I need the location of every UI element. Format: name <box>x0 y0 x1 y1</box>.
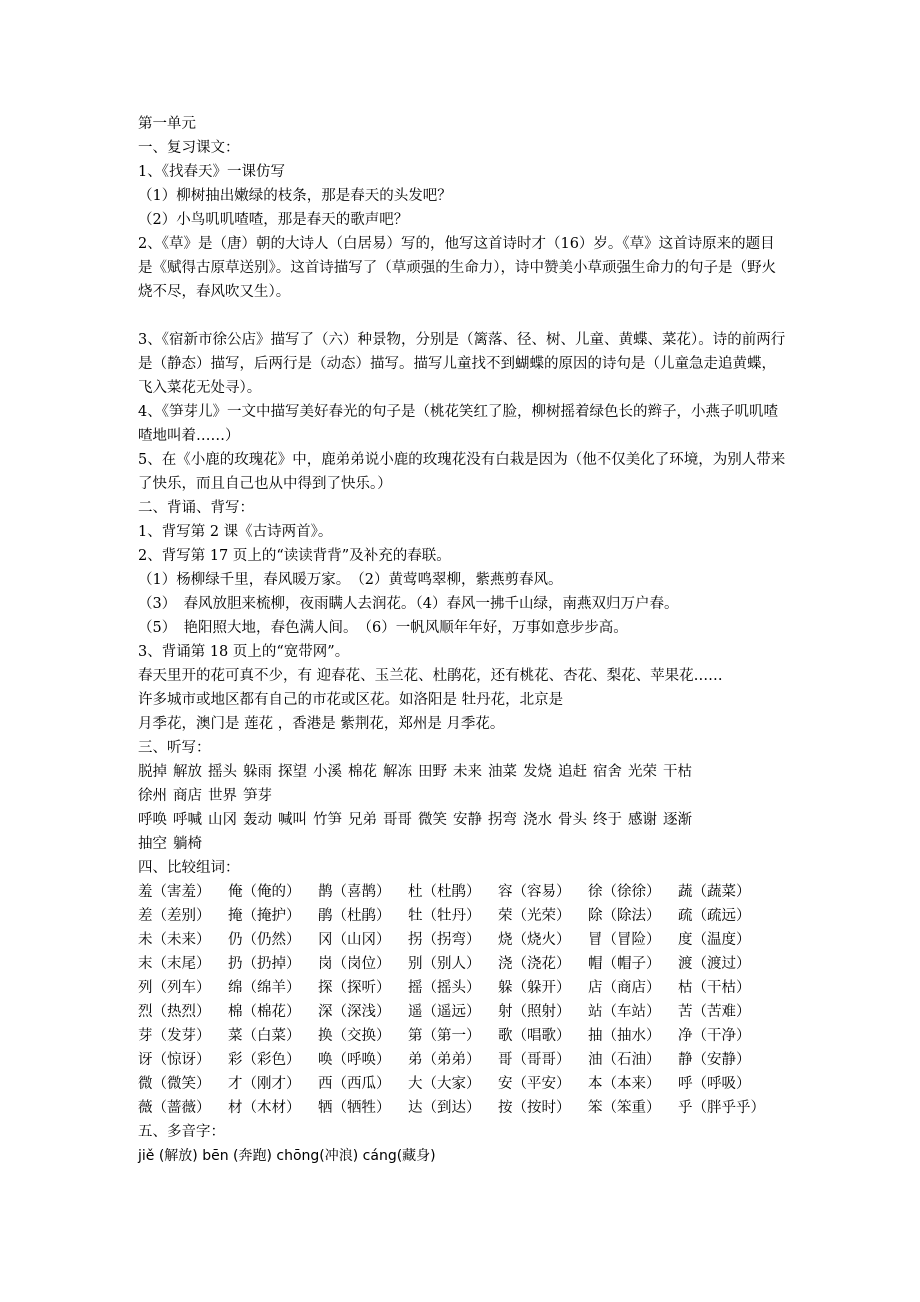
dictation-word: 田野 <box>418 764 447 780</box>
s2-line-1: 1、背写第 2 课《古诗两首》。 <box>138 524 333 540</box>
dictation-word: 探望 <box>278 764 307 780</box>
dictation-word: 安静 <box>453 812 482 828</box>
compare-cell: 站（车站） <box>588 1004 661 1020</box>
compare-cell: 躲（躲开） <box>498 980 571 996</box>
dictation-word: 轰动 <box>243 812 272 828</box>
s2-line-5: （5） 艳阳照大地，春色满人间。 （6）一帆风顺年年好，万事如意步步高。 <box>138 620 628 636</box>
section-1-heading: 一、复习课文： <box>138 140 240 156</box>
compare-cell: 安（平安） <box>498 1076 571 1092</box>
compare-cell: 达（到达） <box>408 1100 481 1116</box>
s1-paragraph-2: 2、《草》是（唐）朝的大诗人（白居易）写的，他写这首诗时才（16）岁。《草》这首诗原来的题目是《赋得古原草送别》。这首诗描写了（草顽强的生命力），诗中赞美小草顽强生命力的句子是（野火烧不尽，春风吹又生）。 <box>138 236 776 300</box>
compare-words-grid <box>138 880 788 1120</box>
s2-line-7: 春天里开的花可真不少，有 迎春花、玉兰花、杜鹃花，还有桃花、杏花、梨花、苹果花…… <box>138 668 723 684</box>
compare-cell: 乎（胖乎乎） <box>678 1100 765 1116</box>
dictation-word: 抽空 <box>138 836 167 852</box>
compare-cell: 掩（掩护） <box>228 908 301 924</box>
dictation-word: 呼喊 <box>173 812 202 828</box>
compare-cell: 列（列车） <box>138 980 211 996</box>
compare-cell: 冒（冒险） <box>588 932 661 948</box>
document-page <box>138 112 788 1168</box>
compare-cell: 枯（干枯） <box>678 980 751 996</box>
compare-cell: 末（末尾） <box>138 956 211 972</box>
dictation-row-1 <box>138 760 788 784</box>
compare-row <box>138 976 788 1000</box>
blank-line <box>138 304 788 328</box>
compare-cell: 徐（徐徐） <box>588 884 661 900</box>
compare-cell: 才（刚才） <box>228 1076 301 1092</box>
dictation-word: 浇水 <box>523 812 552 828</box>
dictation-word: 追赶 <box>558 764 587 780</box>
s1-paragraph-4: 4、《笋芽儿》一文中描写美好春光的句子是（桃花笑红了脸，柳树摇着绿色长的辫子，小燕子叽叽喳喳地叫着……） <box>138 404 778 444</box>
compare-cell: 油（石油） <box>588 1052 661 1068</box>
section-4-heading: 四、比较组词： <box>138 860 240 876</box>
compare-cell: 呼（呼吸） <box>678 1076 751 1092</box>
compare-cell: 岗（岗位） <box>318 956 391 972</box>
compare-row <box>138 1024 788 1048</box>
dictation-word: 终于 <box>593 812 622 828</box>
compare-cell: 大（大家） <box>408 1076 481 1092</box>
compare-cell: 歌（唱歌） <box>498 1028 571 1044</box>
s1-line-3: （2）小鸟叽叽喳喳，那是春天的歌声吧？ <box>138 212 409 228</box>
dictation-word: 未来 <box>453 764 482 780</box>
dictation-row-4 <box>138 832 788 856</box>
compare-cell: 别（别人） <box>408 956 481 972</box>
dictation-word: 世界 <box>208 788 237 804</box>
compare-cell: 烈（热烈） <box>138 1004 211 1020</box>
s1-paragraph-5: 5、在《小鹿的玫瑰花》中，鹿弟弟说小鹿的玫瑰花没有白栽是因为（他不仅美化了环境，为别人带来了快乐，而且自己也从中得到了快乐。） <box>138 452 786 492</box>
compare-cell: 笨（笨重） <box>588 1100 661 1116</box>
compare-cell: 弟（弟弟） <box>408 1052 481 1068</box>
compare-cell: 俺（俺的） <box>228 884 301 900</box>
dictation-word: 喊叫 <box>278 812 307 828</box>
compare-cell: 彩（彩色） <box>228 1052 301 1068</box>
compare-cell: 鹃（杜鹃） <box>318 908 391 924</box>
dictation-word: 竹笋 <box>313 812 342 828</box>
s1-paragraph-3: 3、《宿新市徐公店》描写了（六）种景物，分别是（篱落、径、树、儿童、黄蝶、菜花）。诗的前两行是（静态）描写，后两行是（动态）描写。描写儿童找不到蝴蝶的原因的诗句是（儿童急走追黄蝶，飞入菜花无处寻）。 <box>138 332 786 396</box>
dictation-word: 宿舍 <box>593 764 622 780</box>
compare-cell: 薇（蔷薇） <box>138 1100 211 1116</box>
compare-cell: 浇（浇花） <box>498 956 571 972</box>
compare-row <box>138 1072 788 1096</box>
dictation-word: 解放 <box>173 764 202 780</box>
compare-row <box>138 1000 788 1024</box>
dictation-word: 微笑 <box>418 812 447 828</box>
compare-cell: 帽（帽子） <box>588 956 661 972</box>
dictation-row-2 <box>138 784 788 808</box>
compare-cell: 菜（白菜） <box>228 1028 301 1044</box>
dictation-word: 哥哥 <box>383 812 412 828</box>
compare-row <box>138 904 788 928</box>
compare-cell: 讶（惊讶） <box>138 1052 211 1068</box>
unit-title: 第一单元 <box>138 116 196 132</box>
dictation-word: 徐州 <box>138 788 167 804</box>
compare-cell: 仍（仍然） <box>228 932 301 948</box>
compare-row <box>138 1048 788 1072</box>
compare-cell: 鹊（喜鹊） <box>318 884 391 900</box>
dictation-word: 呼唤 <box>138 812 167 828</box>
compare-cell: 微（微笑） <box>138 1076 211 1092</box>
compare-cell: 差（差别） <box>138 908 211 924</box>
compare-cell: 羞（害羞） <box>138 884 211 900</box>
compare-cell: 牡（牡丹） <box>408 908 481 924</box>
compare-cell: 抽（抽水） <box>588 1028 661 1044</box>
section-5-heading: 五、多音字： <box>138 1124 225 1140</box>
compare-row <box>138 928 788 952</box>
s2-line-8: 许多城市或地区都有自己的市花或区花。如洛阳是 牡丹花，北京是 <box>138 692 564 708</box>
compare-cell: 店（商店） <box>588 980 661 996</box>
compare-cell: 摇（摇头） <box>408 980 481 996</box>
dictation-word: 逐渐 <box>663 812 692 828</box>
s1-line-2: （1）柳树抽出嫩绿的枝条，那是春天的头发吧？ <box>138 188 452 204</box>
compare-row <box>138 1096 788 1120</box>
compare-cell: 苦（苦难） <box>678 1004 751 1020</box>
dictation-word: 小溪 <box>313 764 342 780</box>
s1-line-1: 1、《找春天》一课仿写 <box>138 164 285 180</box>
compare-cell: 探（探听） <box>318 980 391 996</box>
compare-cell: 静（安静） <box>678 1052 751 1068</box>
dictation-word: 解冻 <box>383 764 412 780</box>
dictation-word: 躺椅 <box>173 836 202 852</box>
dictation-word: 商店 <box>173 788 202 804</box>
dictation-word: 拐弯 <box>488 812 517 828</box>
compare-cell: 牺（牺牲） <box>318 1100 391 1116</box>
compare-cell: 深（深浅） <box>318 1004 391 1020</box>
compare-cell: 烧（烧火） <box>498 932 571 948</box>
dictation-word: 发烧 <box>523 764 552 780</box>
compare-row <box>138 880 788 904</box>
dictation-row-3 <box>138 808 788 832</box>
compare-cell: 按（按时） <box>498 1100 571 1116</box>
compare-cell: 度（温度） <box>678 932 751 948</box>
s2-line-3: （1）杨柳绿千里，春风暖万家。 （2）黄莺鸣翠柳，紫燕剪春风。 <box>138 572 563 588</box>
compare-cell: 蔬（蔬菜） <box>678 884 751 900</box>
dictation-word: 摇头 <box>208 764 237 780</box>
dictation-word: 干枯 <box>663 764 692 780</box>
compare-cell: 绵（绵羊） <box>228 980 301 996</box>
compare-cell: 除（除法） <box>588 908 661 924</box>
compare-cell: 荣（光荣） <box>498 908 571 924</box>
dictation-word: 兄弟 <box>348 812 377 828</box>
compare-cell: 本（本来） <box>588 1076 661 1092</box>
compare-cell: 扔（扔掉） <box>228 956 301 972</box>
compare-cell: 未（未来） <box>138 932 211 948</box>
s2-line-2: 2、背写第 17 页上的“读读背背”及补充的春联。 <box>138 548 451 564</box>
compare-cell: 疏（疏远） <box>678 908 751 924</box>
dictation-word: 光荣 <box>628 764 657 780</box>
compare-cell: 拐（拐弯） <box>408 932 481 948</box>
dictation-word: 骨头 <box>558 812 587 828</box>
compare-cell: 芽（发芽） <box>138 1028 211 1044</box>
dictation-word: 脱掉 <box>138 764 167 780</box>
compare-cell: 杜（杜鹃） <box>408 884 481 900</box>
compare-cell: 渡（渡过） <box>678 956 751 972</box>
compare-cell: 净（干净） <box>678 1028 751 1044</box>
s2-line-6: 3、背诵第 18 页上的“宽带网”。 <box>138 644 350 660</box>
dictation-word: 棉花 <box>348 764 377 780</box>
compare-cell: 哥（哥哥） <box>498 1052 571 1068</box>
compare-cell: 冈（山冈） <box>318 932 391 948</box>
compare-cell: 材（木材） <box>228 1100 301 1116</box>
dictation-word: 笋芽 <box>243 788 272 804</box>
dictation-word: 感谢 <box>628 812 657 828</box>
compare-cell: 换（交换） <box>318 1028 391 1044</box>
dictation-word: 躲雨 <box>243 764 272 780</box>
s2-line-9: 月季花，澳门是 莲花 ，香港是 紫荆花，郑州是 月季花。 <box>138 716 505 732</box>
compare-cell: 唤（呼唤） <box>318 1052 391 1068</box>
compare-row <box>138 952 788 976</box>
s2-line-4: （3） 春风放胆来梳柳，夜雨瞒人去润花。（4）春风一拂千山绿，南燕双归万户春。 <box>138 596 679 612</box>
section-2-heading: 二、背诵、背写： <box>138 500 254 516</box>
compare-cell: 容（容易） <box>498 884 571 900</box>
compare-cell: 第（第一） <box>408 1028 481 1044</box>
dictation-word: 油菜 <box>488 764 517 780</box>
dictation-word: 山冈 <box>208 812 237 828</box>
compare-cell: 射（照射） <box>498 1004 571 1020</box>
compare-cell: 棉（棉花） <box>228 1004 301 1020</box>
section-3-heading: 三、听写： <box>138 740 211 756</box>
polyphone-line: jiě (解放) bēn (奔跑) chōng(冲浪) cáng(藏身) <box>138 1148 436 1164</box>
compare-cell: 遥（遥远） <box>408 1004 481 1020</box>
compare-cell: 西（西瓜） <box>318 1076 391 1092</box>
